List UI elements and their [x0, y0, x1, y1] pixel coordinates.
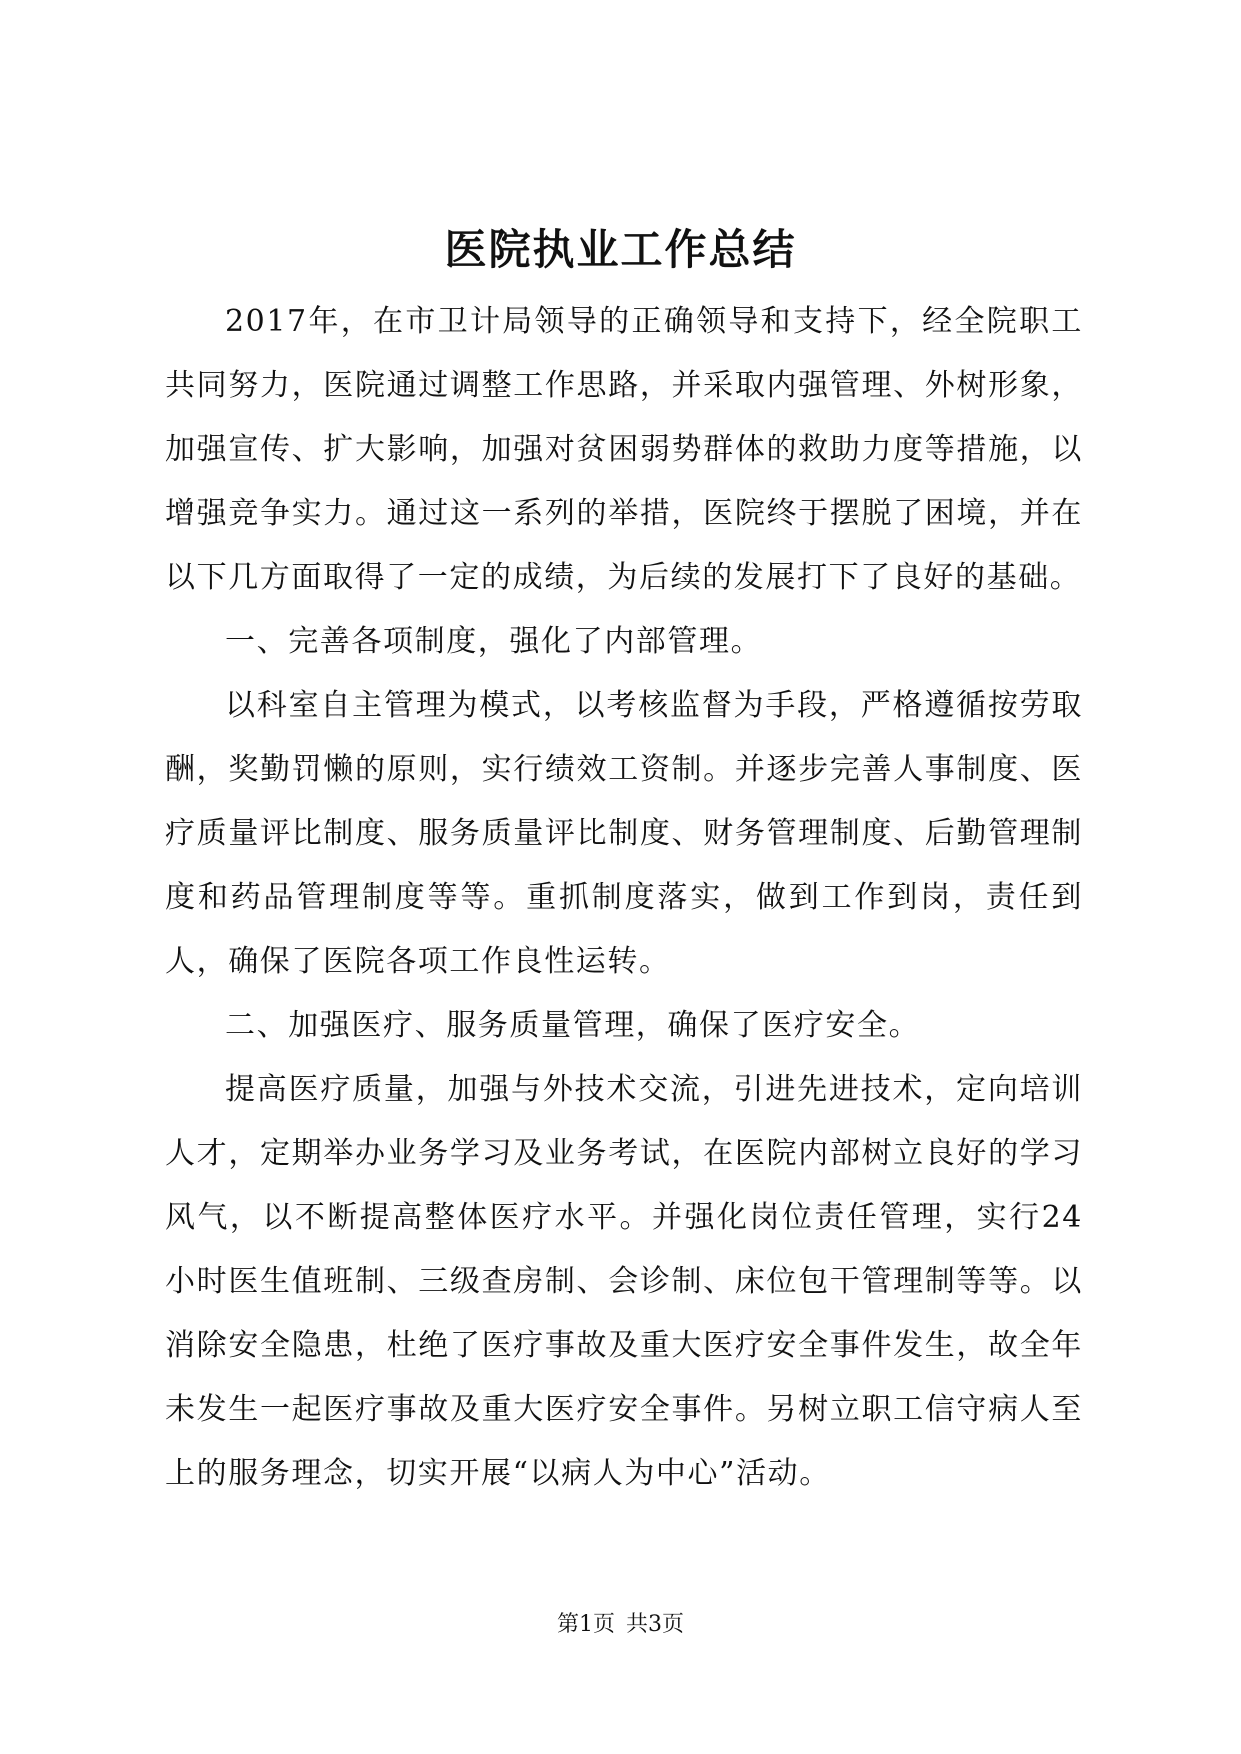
- paragraph-section-1: 以科室自主管理为模式，以考核监督为手段，严格遵循按劳取酬，奖勤罚懒的原则，实行绩效工资制。并逐步完善人事制度、医疗质量评比制度、服务质量评比制度、财务管理制度、后勤管理制度和药品管理制度等等。重抓制度落实，做到工作到岗，责任到人，确保了医院各项工作良性运转。: [165, 688, 1083, 979]
- document-title: 医院执业工作总结: [444, 225, 797, 274]
- paragraph-section-2: 提高医疗质量，加强与外技术交流，引进先进技术，定向培训人才，定期举办业务学习及业务考试，在医院内部树立良好的学习风气，以不断提高整体医疗水平。并强化岗位责任管理，实行24小时医生值班制、三级查房制、会诊制、床位包干管理制等等。以消除安全隐患，杜绝了医疗事故及重大医疗安全事件发生，故全年未发生一起医疗事故及重大医疗安全事件。另树立职工信守病人至上的服务理念，切实开展“以病人为中心”活动。: [165, 1072, 1083, 1491]
- page-total: 共3页: [626, 1612, 684, 1637]
- page-footer: [0, 1610, 1241, 1640]
- paragraph-intro: 2017年，在市卫计局领导的正确领导和支持下，经全院职工共同努力，医院通过调整工作思路，并采取内强管理、外树形象，加强宣传、扩大影响，加强对贫困弱势群体的救助力度等措施，以增强竞争实力。通过这一系列的举措，医院终于摆脱了困境，并在以下几方面取得了一定的成绩，为后续的发展打下了良好的基础。: [165, 304, 1083, 595]
- section-heading-2: 二、加强医疗、服务质量管理，确保了医疗安全。: [225, 1008, 921, 1043]
- page-number: 第1页: [557, 1612, 615, 1637]
- document-body: [165, 290, 1083, 1506]
- section-heading-1: 一、完善各项制度，强化了内部管理。: [225, 624, 763, 659]
